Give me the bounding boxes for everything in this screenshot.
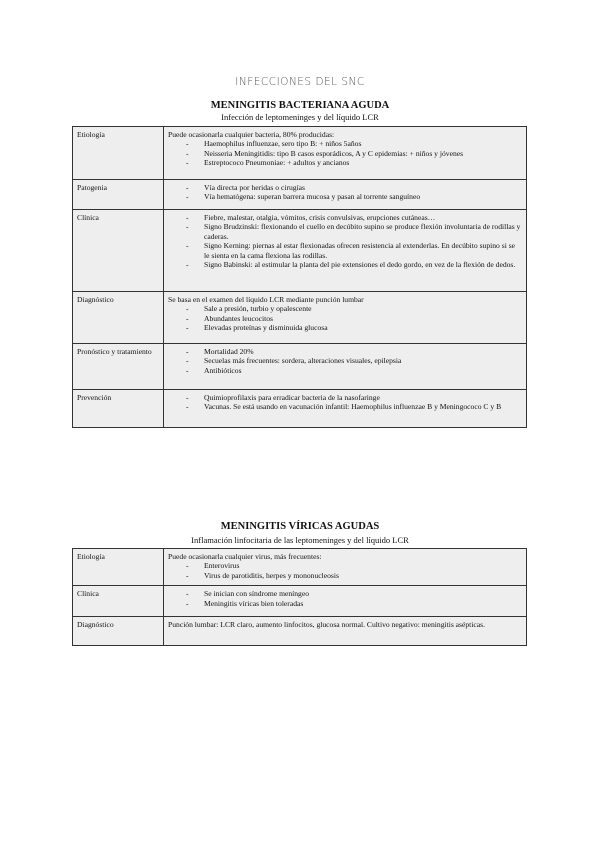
list-item: - Antibióticos (168, 366, 522, 375)
list-item: - Virus de parotiditis, herpes y mononucleosis (168, 571, 522, 580)
table-row (73, 127, 527, 180)
list-item: - Meningitis víricas bien toleradas (168, 599, 522, 608)
page-title: INFECCIONES DEL SNC (235, 76, 365, 88)
row-label: Clínica (73, 210, 164, 292)
row-content (164, 210, 527, 292)
list-item: - Abundantes leucocitos (168, 314, 522, 323)
row-label: Patogenia (73, 180, 164, 210)
row-content (164, 292, 527, 344)
section1-title: MENINGITIS BACTERIANA AGUDA (210, 100, 390, 111)
row-content (164, 549, 527, 586)
list-item: - Estreptococo Pneumoniae: + adultos y ancianos (168, 158, 522, 167)
list-item: - Secuelas más frecuentes: sordera, alteraciones visuales, epilepsia (168, 356, 522, 365)
list-item: - Vía directa por heridas o cirugías (168, 183, 522, 192)
row-content (164, 180, 527, 210)
bullet-list (168, 304, 522, 332)
list-item: - Mortalidad 20% (168, 347, 522, 356)
row-label: Pronóstico y tratamiento (73, 344, 164, 390)
table-row (73, 344, 527, 390)
list-item: - Fiebre, malestar, otalgia, vómitos, crisis convulsivas, erupciones cutáneas… (168, 213, 522, 222)
row-intro-text: Puede ocasionarla cualquier bacteria, 80% producidas: (168, 130, 335, 139)
row-intro-text: Punción lumbar: LCR claro, aumento linfocitos, glucosa normal. Cultivo negativo: meningitis asépticas. (168, 620, 485, 630)
bullet-list (168, 561, 522, 580)
row-intro-text: Se basa en el examen del líquido LCR mediante punción lumbar (168, 295, 364, 304)
bullet-list (168, 347, 522, 375)
bullet-list (168, 213, 522, 269)
row-label: Clínica (73, 586, 164, 617)
bullet-list (168, 183, 522, 202)
row-content (164, 127, 527, 180)
list-item: - Vía hematógena: superan barrera mucosa y pasan al torrente sanguíneo (168, 192, 522, 201)
list-item: - Vacunas. Se está usando en vacunación infantil: Haemophilus influenzae B y Meningococo C y B (168, 402, 522, 411)
section1-table (72, 126, 527, 428)
row-content (164, 390, 527, 428)
row-label: Etiología (73, 127, 164, 180)
section2-title: MENINGITIS VÍRICAS AGUDAS (220, 521, 380, 532)
row-label: Diagnóstico (73, 617, 164, 646)
row-label: Etiología (73, 549, 164, 586)
table-row (73, 549, 527, 586)
table-row (73, 586, 527, 617)
list-item: - Quimioprofilaxis para erradicar bacteria de la nasofaringe (168, 393, 522, 402)
list-item: - Elevadas proteínas y disminuida glucosa (168, 323, 522, 332)
list-item: - Signo Babinski: al estimular la planta del pie extensiones el dedo gordo, en vez de la flexión de dedos. (168, 260, 522, 269)
bullet-list (168, 393, 522, 412)
table-row (73, 390, 527, 428)
list-item: - Haemophilus influenzae, sero tipo B: + niños 5años (168, 139, 522, 148)
bullet-list (168, 589, 522, 608)
section2-subtitle: Inflamación linfocitaria de las leptomeninges y del líquido LCR (191, 535, 409, 545)
list-item: - Se inician con síndrome meníngeo (168, 589, 522, 598)
row-content (164, 344, 527, 390)
table-row (73, 180, 527, 210)
list-item: - Signo Brudzinski: flexionando el cuello en decúbito supino se produce flexión involuntaria de rodillas y caderas. (168, 222, 522, 241)
row-content (164, 586, 527, 617)
bullet-list (168, 139, 522, 167)
list-item: - Sale a presión, turbio y opalescente (168, 304, 522, 313)
list-item: - Neisseria Meningitidis: tipo B casos esporádicos, A y C epidemias: + niños y jóvenes (168, 149, 522, 158)
row-label: Prevención (73, 390, 164, 428)
section1-subtitle: Infección de leptomeninges y del líquido LCR (221, 112, 379, 122)
row-intro-text: Puede ocasionarla cualquier virus, más frecuentes: (168, 552, 322, 561)
table-row (73, 210, 527, 292)
row-label: Diagnóstico (73, 292, 164, 344)
section2-table (72, 548, 527, 646)
table-row (73, 617, 527, 646)
list-item: - Enterovirus (168, 561, 522, 570)
row-content (164, 617, 527, 646)
list-item: - Signo Kerning: piernas al estar flexionadas ofrecen resistencia al extenderlas. En decúbito supino si se le sienta en la cama flexiona las rodillas. (168, 241, 522, 260)
table-row (73, 292, 527, 344)
